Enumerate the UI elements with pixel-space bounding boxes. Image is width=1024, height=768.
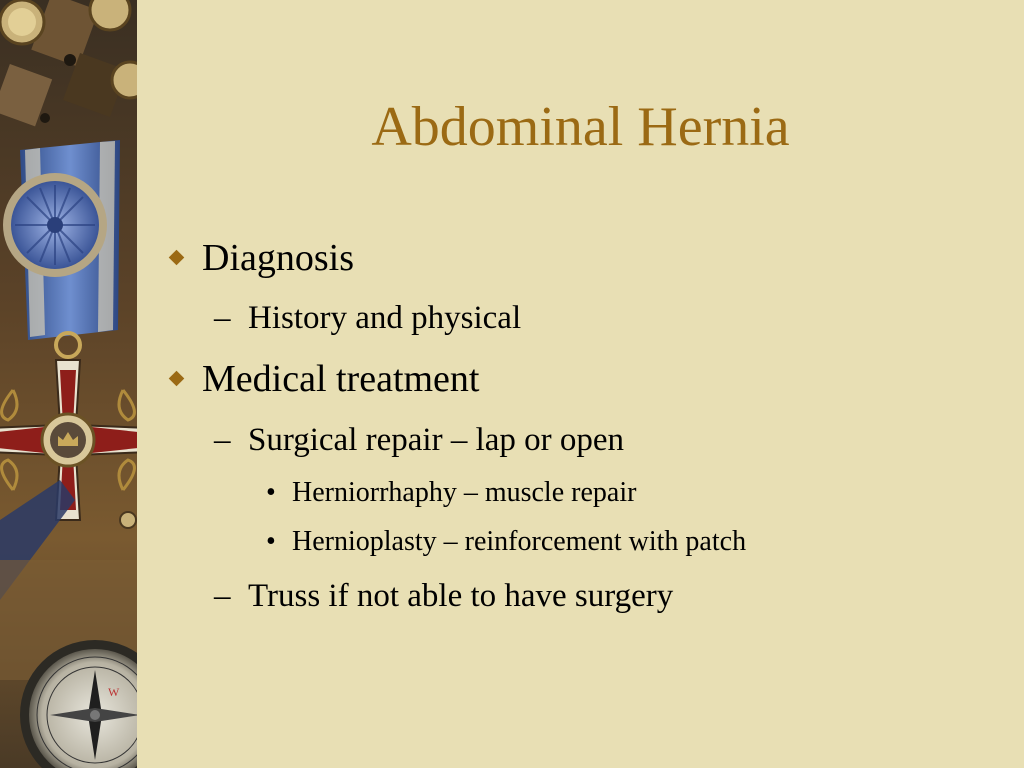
bullet-level3-hernioplasty: Hernioplasty – reinforcement with patch [292,526,747,557]
svg-text:W: W [108,685,120,699]
dash-bullet-icon: – [214,578,231,614]
dot-bullet-icon: • [266,526,276,557]
bullet-level2-surgical-repair: Surgical repair – lap or open [248,422,625,458]
diamond-bullet-icon [169,371,185,387]
bullet-level1-diagnosis: Diagnosis [202,237,354,279]
bullet-level1-medical-treatment: Medical treatment [202,358,480,400]
bullet-level2-truss: Truss if not able to have surgery [248,578,674,614]
diamond-bullet-icon [169,250,185,266]
dash-bullet-icon: – [214,300,231,336]
dash-bullet-icon: – [214,422,231,458]
bullet-level2-history: History and physical [248,300,522,336]
slide-title: Abdominal Hernia [371,96,790,158]
bullet-level3-herniorrhaphy: Herniorrhaphy – muscle repair [292,477,637,508]
dot-bullet-icon: • [266,477,276,508]
